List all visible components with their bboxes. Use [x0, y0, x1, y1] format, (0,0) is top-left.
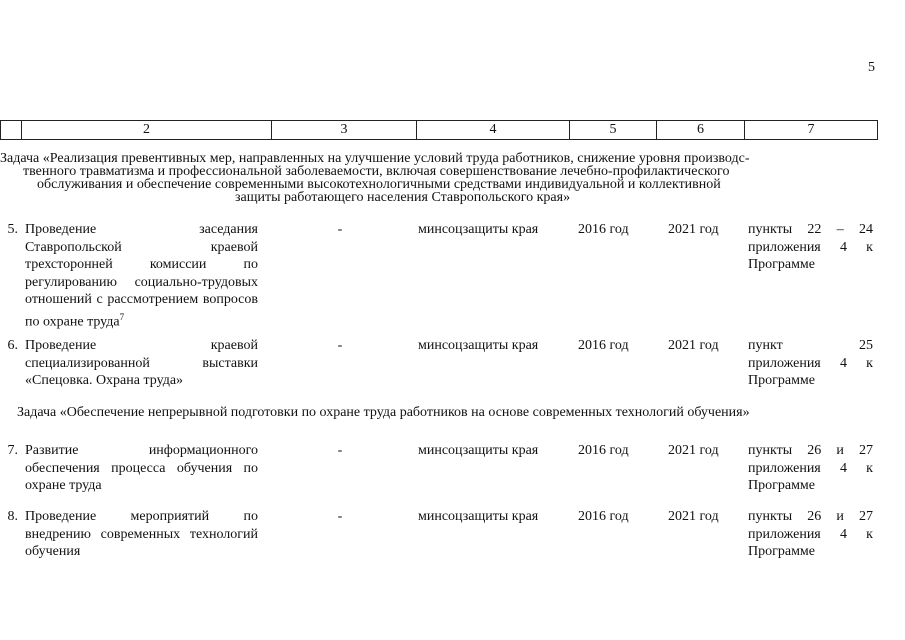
- row-end-year: 2021 год: [668, 443, 719, 458]
- row-dash: -: [337, 509, 343, 524]
- task-heading-2: Задача «Обеспечение непрерывной подготовки по охране труда работников на основе современных технологий обучения»: [17, 405, 750, 420]
- row-dash: -: [337, 443, 343, 458]
- row-start-year: 2016 год: [578, 222, 629, 237]
- header-col-2: 2: [21, 121, 271, 139]
- header-col-6: 6: [656, 121, 744, 139]
- task-heading-1-line: защиты работающего населения Ставропольского края»: [235, 190, 571, 205]
- row-number: 5.: [7, 222, 18, 237]
- row-number: 7.: [7, 443, 18, 458]
- row-reference: пункты 26 и 27 приложения 4 к Программе: [748, 443, 873, 493]
- task-heading-1-line: Задача «Реализация превентивных мер, направленных на улучшение условий труда работников, снижение уровня производс-: [0, 151, 750, 166]
- row-activity-name: Развитие информационного обеспечения процесса обучения по охране труда: [25, 443, 258, 493]
- row-activity-name: Проведение краевой специализированной выставки «Спецовка. Охрана труда»: [25, 338, 258, 388]
- row-dash: -: [337, 338, 343, 353]
- header-col-7: 7: [744, 121, 877, 139]
- row-start-year: 2016 год: [578, 509, 629, 524]
- row-executor: минсоцзащиты края: [418, 338, 539, 353]
- row-number: 6.: [7, 338, 18, 353]
- task-heading-1-line: твенного травматизма и профессиональной заболеваемости, включая совершенствование лечебно-профилактического: [23, 164, 730, 179]
- row-reference: пункты 22 – 24 приложения 4 к Программе: [748, 222, 873, 272]
- header-col-3: 3: [271, 121, 416, 139]
- footnote-marker: 7: [119, 311, 125, 322]
- page-number: 5: [868, 60, 875, 75]
- row-end-year: 2021 год: [668, 509, 719, 524]
- row-reference: пункт 25 приложения 4 к Программе: [748, 338, 873, 388]
- header-col-5: 5: [569, 121, 656, 139]
- row-end-year: 2021 год: [668, 222, 719, 237]
- row-dash: -: [337, 222, 343, 237]
- row-end-year: 2021 год: [668, 338, 719, 353]
- header-col-4: 4: [416, 121, 569, 139]
- row-start-year: 2016 год: [578, 443, 629, 458]
- row-number: 8.: [7, 509, 18, 524]
- row-executor: минсоцзащиты края: [418, 222, 539, 237]
- task-heading-1-line: обслуживания и обеспечение современными высокотехнологичными средствами индивидуальной и коллективной: [37, 177, 721, 192]
- row-reference: пункты 26 и 27 приложения 4 к Программе: [748, 509, 873, 559]
- row-executor: минсоцзащиты края: [418, 509, 539, 524]
- row-start-year: 2016 год: [578, 338, 629, 353]
- row-executor: минсоцзащиты края: [418, 443, 539, 458]
- row-activity-name: Проведение заседания Ставропольской краевой трехсторонней комиссии по регулированию социально-трудовых отношений с рассмотрением вопросов по охране труда$^7$: [25, 222, 258, 330]
- row-activity-name: Проведение мероприятий по внедрению современных технологий обучения: [25, 509, 258, 559]
- table-header-row: [0, 120, 878, 140]
